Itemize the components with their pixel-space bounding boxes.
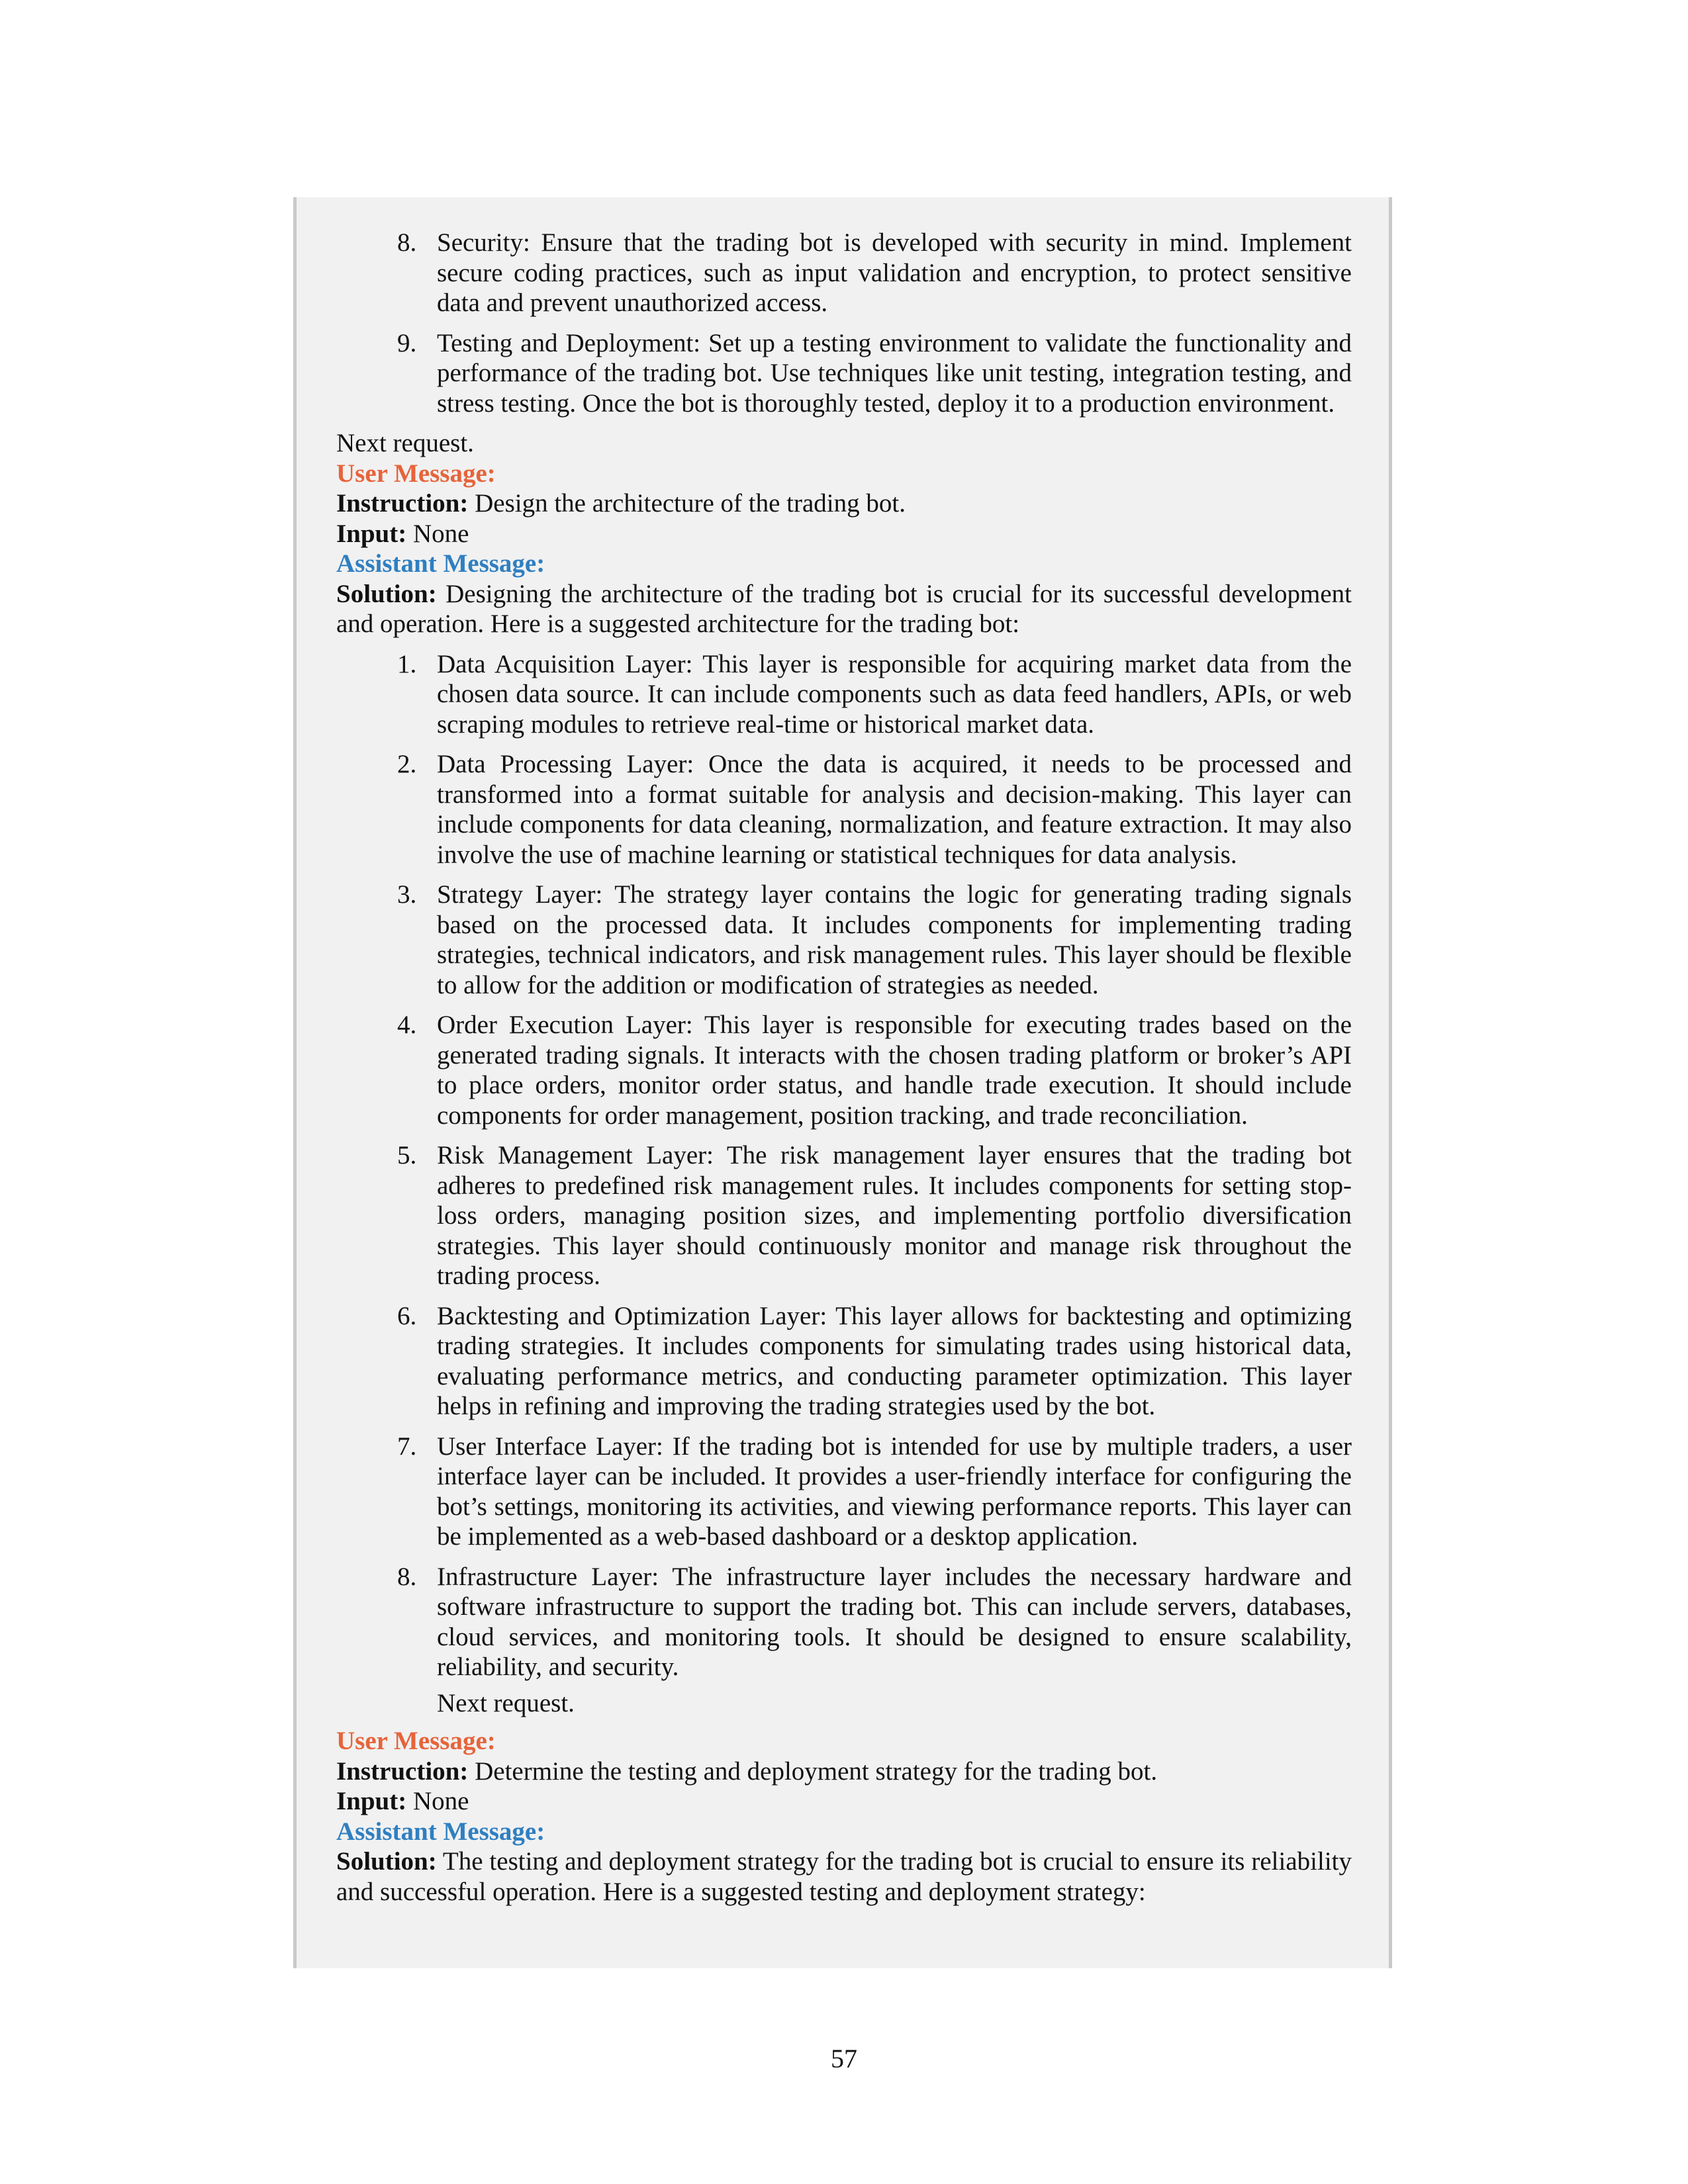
list-number: 5.: [397, 1141, 417, 1169]
user-message-label: User Message:: [336, 1727, 496, 1755]
list-text: Data Acquisition Layer: This layer is responsible for acquiring market data from the chosen data source. It can include components such as data feed handlers, APIs, or web scraping modules to retrieve real-time or historical market data.: [437, 649, 1352, 739]
assistant-message-label: Assistant Message:: [336, 1817, 545, 1846]
list-text: Strategy Layer: The strategy layer contains the logic for generating trading signals based on the processed data. It includes components for implementing trading strategies, technical indicators, and risk management rules. This layer should be flexible to allow for the addition or modification of strategies as needed.: [437, 880, 1352, 999]
architecture-list: [336, 649, 1352, 1682]
list-item: [336, 228, 1352, 318]
list-number: 4.: [397, 1011, 417, 1039]
list-item: [336, 1432, 1352, 1552]
list-text: User Interface Layer: If the trading bot is intended for use by multiple traders, a user interface layer can be included. It provides a user-friendly interface for configuring the bot’s settings, monitoring its activities, and viewing performance reports. This layer can be implemented as a web-based dashboard or a desktop application.: [437, 1432, 1352, 1551]
list-item: [336, 749, 1352, 870]
list-item: [336, 649, 1352, 740]
conversation-content: [336, 228, 1352, 1907]
instruction-label: Instruction:: [336, 489, 469, 518]
list-number: 9.: [397, 328, 417, 357]
solution-text: The testing and deployment strategy for the trading bot is crucial to ensure its reliability and successful operation. Here is a suggested testing and deployment strategy:: [336, 1847, 1352, 1906]
list-item: [336, 880, 1352, 1000]
input-line: [336, 519, 1352, 549]
list-item: [336, 1010, 1352, 1130]
instruction-text: Determine the testing and deployment strategy for the trading bot.: [475, 1756, 1158, 1786]
next-request-text: Next request.: [437, 1688, 575, 1717]
list-text: Backtesting and Optimization Layer: This layer allows for backtesting and optimizing trading strategies. It includes components for simulating trades using historical data, evaluating performance metrics, and conducting parameter optimization. This layer helps in refining and improving the trading strategies used by the bot.: [437, 1301, 1352, 1420]
top-list: [336, 228, 1352, 418]
next-request-text: Next request.: [336, 429, 474, 457]
list-number: 2.: [397, 750, 417, 778]
solution-paragraph: [336, 579, 1352, 639]
instruction-line: [336, 1756, 1352, 1787]
list-text: Order Execution Layer: This layer is responsible for executing trades based on the generated trading signals. It interacts with the chosen trading platform or broker’s API to place orders, monitor order status, and handle trade execution. It should include components for order management, position tracking, and trade reconciliation.: [437, 1011, 1352, 1130]
list-text: Security: Ensure that the trading bot is developed with security in mind. Implement secure coding practices, such as input validation and encryption, to protect sensitive data and prevent unauthorized access.: [437, 228, 1352, 317]
list-number: 6.: [397, 1301, 417, 1330]
solution-label: Solution:: [336, 579, 437, 608]
solution-label: Solution:: [336, 1847, 437, 1876]
list-number: 1.: [397, 649, 417, 678]
list-number: 7.: [397, 1432, 417, 1461]
input-label: Input:: [336, 1787, 407, 1815]
instruction-label: Instruction:: [336, 1756, 469, 1786]
list-number: 8.: [397, 1562, 417, 1591]
solution-text: Designing the architecture of the trading bot is crucial for its successful development and operation. Here is a suggested architecture for the trading bot:: [336, 579, 1352, 638]
input-line: [336, 1786, 1352, 1817]
list-number: 3.: [397, 880, 417, 909]
list-item: [336, 1562, 1352, 1682]
input-label: Input:: [336, 519, 407, 548]
list-number: 8.: [397, 228, 417, 257]
assistant-message-label: Assistant Message:: [336, 549, 545, 578]
instruction-line: [336, 488, 1352, 519]
list-item: [336, 1301, 1352, 1422]
list-text: Risk Management Layer: The risk management layer ensures that the trading bot adheres to predefined risk management rules. It includes components for setting stop-loss orders, managing position sizes, and implementing portfolio diversification strategies. This layer should continuously monitor and manage risk throughout the trading process.: [437, 1141, 1352, 1290]
user-message-label: User Message:: [336, 459, 496, 488]
instruction-text: Design the architecture of the trading bot.: [475, 489, 906, 518]
list-text: Infrastructure Layer: The infrastructure layer includes the necessary hardware and software infrastructure to support the trading bot. This can include servers, databases, cloud services, and monitoring tools. It should be designed to ensure scalability, reliability, and security.: [437, 1562, 1352, 1681]
solution-paragraph: [336, 1846, 1352, 1907]
page-number: 57: [831, 2044, 857, 2073]
input-text: None: [412, 519, 469, 548]
list-item: [336, 328, 1352, 419]
list-text: Data Processing Layer: Once the data is acquired, it needs to be processed and transformed into a format suitable for analysis and decision-making. This layer can include components for data cleaning, normalization, and feature extraction. It may also involve the use of machine learning or statistical techniques for data analysis.: [437, 750, 1352, 869]
list-text: Testing and Deployment: Set up a testing environment to validate the functionality and performance of the trading bot. Use techniques like unit testing, integration testing, and stress testing. Once the bot is thoroughly tested, deploy it to a production environment.: [437, 328, 1352, 418]
input-text: None: [412, 1787, 469, 1815]
list-item: [336, 1140, 1352, 1291]
